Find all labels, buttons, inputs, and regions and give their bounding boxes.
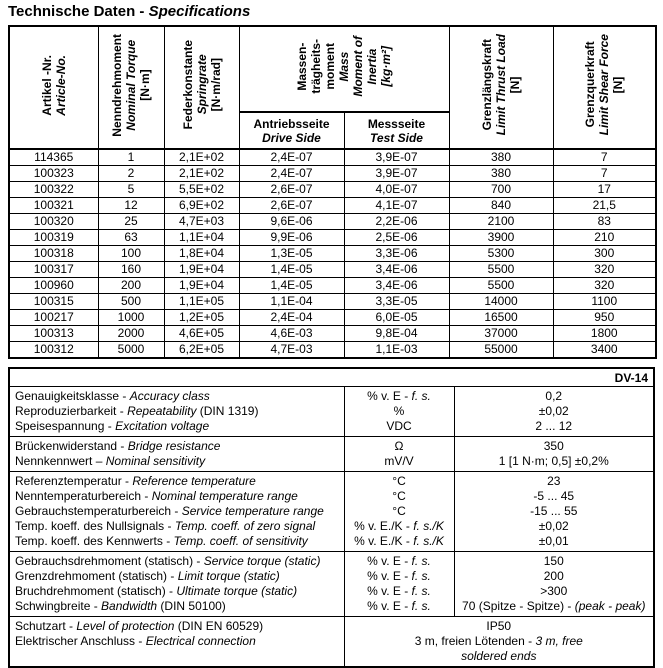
article-cell: 500 <box>98 294 164 310</box>
spec-unit: % v. E - f. s. <box>344 584 454 599</box>
article-cell: 7 <box>553 149 656 166</box>
article-cell: 9,8E-04 <box>344 326 449 342</box>
article-cell: 83 <box>553 214 656 230</box>
article-cell: 2,6E-07 <box>239 182 344 198</box>
article-cell: 320 <box>553 262 656 278</box>
spec-row <box>9 552 654 570</box>
spec-group <box>9 617 654 668</box>
spec-label: Gebrauchsdrehmoment (statisch) - Service torque (static) <box>9 552 344 570</box>
article-cell: 160 <box>98 262 164 278</box>
article-cell: 320 <box>553 278 656 294</box>
spec-value: 350 <box>543 439 564 453</box>
article-cell: 100322 <box>9 182 98 198</box>
model-badge: DV-14 <box>9 368 654 387</box>
article-cell: 4,7E+03 <box>164 214 239 230</box>
article-cell: 2,4E-07 <box>239 149 344 166</box>
article-cell: 100 <box>98 246 164 262</box>
spec-row <box>9 569 654 584</box>
spec-unit: % v. E./K - f. s./K <box>344 534 454 552</box>
header-limit-shear-force: Grenzquerkraft Limit Shear Force [N] <box>553 26 656 149</box>
article-row <box>9 262 656 278</box>
article-cell: 2100 <box>449 214 553 230</box>
article-row <box>9 310 656 326</box>
article-cell: 5,5E+02 <box>164 182 239 198</box>
spec-label: Elektrischer Anschluss - Electrical connection <box>9 634 344 667</box>
spec-row <box>9 534 654 552</box>
spec-group <box>9 472 654 552</box>
article-cell: 63 <box>98 230 164 246</box>
article-cell: 100315 <box>9 294 98 310</box>
article-cell: 100960 <box>9 278 98 294</box>
article-cell: 4,0E-07 <box>344 182 449 198</box>
article-cell: 1100 <box>553 294 656 310</box>
article-cell: 2,5E-06 <box>344 230 449 246</box>
article-cell: 2,6E-07 <box>239 198 344 214</box>
article-cell: 200 <box>98 278 164 294</box>
article-cell: 3400 <box>553 342 656 359</box>
article-cell: 840 <box>449 198 553 214</box>
header-springrate: Federkonstante Springrate [N·m/rad] <box>164 26 239 149</box>
spec-value: 70 (Spitze - Spitze) - (peak - peak) <box>462 599 646 613</box>
dv14-header <box>9 368 654 387</box>
spec-row <box>9 404 654 419</box>
spec-row <box>9 454 654 472</box>
article-cell: 300 <box>553 246 656 262</box>
spec-label: Referenztemperatur - Reference temperature <box>9 472 344 490</box>
spec-row <box>9 519 654 534</box>
article-cell: 100323 <box>9 166 98 182</box>
spec-label: Grenzdrehmoment (statisch) - Limit torque (static) <box>9 569 344 584</box>
article-cell: 3,4E-06 <box>344 262 449 278</box>
spec-value: -15 ... 55 <box>530 504 578 518</box>
spec-row <box>9 634 654 667</box>
article-row <box>9 198 656 214</box>
spec-label: Reproduzierbarkeit - Repeatability (DIN 1319) <box>9 404 344 419</box>
spec-unit: °C <box>344 489 454 504</box>
spec-row <box>9 599 654 617</box>
spec-unit: % v. E./K - f. s./K <box>344 519 454 534</box>
page-title <box>8 3 655 20</box>
article-cell: 100321 <box>9 198 98 214</box>
spec-value: 3 m, freien Lötenden - 3 m, free soldered ends <box>414 634 583 663</box>
article-cell: 3,3E-05 <box>344 294 449 310</box>
article-cell: 1,1E-03 <box>344 342 449 359</box>
article-cell: 5000 <box>98 342 164 359</box>
spec-label: Nennkennwert – Nominal sensitivity <box>9 454 344 472</box>
spec-label: Speisespannung - Excitation voltage <box>9 419 344 437</box>
article-cell: 100317 <box>9 262 98 278</box>
article-specs-header <box>9 26 656 149</box>
article-row <box>9 342 656 359</box>
article-row <box>9 278 656 294</box>
spec-label: Temp. koeff. des Nullsignals - Temp. coeff. of zero signal <box>9 519 344 534</box>
article-row <box>9 214 656 230</box>
spec-label: Gebrauchstemperaturbereich - Service temperature range <box>9 504 344 519</box>
article-cell: 5500 <box>449 278 553 294</box>
article-cell: 7 <box>553 166 656 182</box>
spec-group <box>9 437 654 472</box>
spec-group <box>9 552 654 617</box>
article-cell: 2000 <box>98 326 164 342</box>
article-cell: 100319 <box>9 230 98 246</box>
spec-label: Brückenwiderstand - Bridge resistance <box>9 437 344 455</box>
spec-label: Temp. koeff. des Kennwerts - Temp. coeff. of sensitivity <box>9 534 344 552</box>
spec-unit: mV/V <box>344 454 454 472</box>
spec-unit: % v. E - f. s. <box>344 552 454 570</box>
article-cell: 6,9E+02 <box>164 198 239 214</box>
article-cell: 4,7E-03 <box>239 342 344 359</box>
spec-value: 23 <box>547 474 561 488</box>
spec-label: Nenntemperaturbereich - Nominal temperature range <box>9 489 344 504</box>
header-article-no: Artikel -Nr. Article-No. <box>9 26 98 149</box>
spec-row <box>9 617 654 635</box>
article-cell: 5 <box>98 182 164 198</box>
article-cell: 1,1E+05 <box>164 294 239 310</box>
article-cell: 1,3E-05 <box>239 246 344 262</box>
spec-row <box>9 437 654 455</box>
header-limit-thrust-load: Grenzlängskraft Limit Thrust Load [N] <box>449 26 553 149</box>
article-cell: 5300 <box>449 246 553 262</box>
article-cell: 25 <box>98 214 164 230</box>
article-cell: 1,1E-04 <box>239 294 344 310</box>
article-row <box>9 230 656 246</box>
page-title-de: Technische Daten - <box>8 3 149 20</box>
spec-unit: °C <box>344 504 454 519</box>
article-cell: 1,4E-05 <box>239 262 344 278</box>
subheader-test-side: Messseite Test Side <box>344 112 449 149</box>
article-cell: 700 <box>449 182 553 198</box>
article-cell: 1,8E+04 <box>164 246 239 262</box>
article-cell: 100320 <box>9 214 98 230</box>
spec-value: 150 <box>543 554 564 568</box>
subheader-drive-side: Antriebsseite Drive Side <box>239 112 344 149</box>
page-title-en: Specifications <box>148 3 251 20</box>
article-cell: 1800 <box>553 326 656 342</box>
spec-value: 1 [1 N·m; 0,5] ±0,2% <box>498 454 609 468</box>
article-cell: 5500 <box>449 262 553 278</box>
article-cell: 2 <box>98 166 164 182</box>
article-row <box>9 326 656 342</box>
article-cell: 114365 <box>9 149 98 166</box>
spec-label: Genauigkeitsklasse - Accuracy class <box>9 387 344 405</box>
spec-value: >300 <box>540 584 568 598</box>
article-cell: 1,4E-05 <box>239 278 344 294</box>
article-cell: 2,1E+02 <box>164 166 239 182</box>
spec-row <box>9 504 654 519</box>
article-cell: 2,1E+02 <box>164 149 239 166</box>
article-cell: 380 <box>449 149 553 166</box>
spec-row <box>9 489 654 504</box>
spec-value: 200 <box>543 569 564 583</box>
article-cell: 4,1E-07 <box>344 198 449 214</box>
article-row <box>9 294 656 310</box>
article-cell: 3900 <box>449 230 553 246</box>
article-cell: 17 <box>553 182 656 198</box>
article-cell: 4,6E+05 <box>164 326 239 342</box>
header-nominal-torque: Nenndrehmoment Nominal Torque [N·m] <box>98 26 164 149</box>
article-cell: 100313 <box>9 326 98 342</box>
article-row <box>9 149 656 166</box>
article-cell: 6,0E-05 <box>344 310 449 326</box>
article-cell: 210 <box>553 230 656 246</box>
article-cell: 1000 <box>98 310 164 326</box>
spec-label: Schutzart - Level of protection (DIN EN 60529) <box>9 617 344 635</box>
article-cell: 100217 <box>9 310 98 326</box>
article-cell: 37000 <box>449 326 553 342</box>
spec-unit: % v. E - f. s. <box>344 387 454 405</box>
article-cell: 3,4E-06 <box>344 278 449 294</box>
spec-group <box>9 387 654 437</box>
spec-unit: VDC <box>344 419 454 437</box>
article-cell: 3,9E-07 <box>344 149 449 166</box>
spec-value: ±0,01 <box>538 534 569 548</box>
spec-value: -5 ... 45 <box>533 489 575 503</box>
article-cell: 1,1E+04 <box>164 230 239 246</box>
article-cell: 380 <box>449 166 553 182</box>
article-cell: 950 <box>553 310 656 326</box>
spec-unit: % <box>344 404 454 419</box>
dv14-spec-table <box>8 367 655 668</box>
article-cell: 9,6E-06 <box>239 214 344 230</box>
article-cell: 2,4E-07 <box>239 166 344 182</box>
article-cell: 100312 <box>9 342 98 359</box>
article-cell: 55000 <box>449 342 553 359</box>
article-cell: 2,2E-06 <box>344 214 449 230</box>
article-row <box>9 246 656 262</box>
article-cell: 12 <box>98 198 164 214</box>
header-mass-moment-of-inertia: Massen- trägheits- moment Mass Moment of Inertia [kg·m²] <box>239 26 449 112</box>
article-cell: 9,9E-06 <box>239 230 344 246</box>
spec-value: ±0,02 <box>538 519 569 533</box>
article-row <box>9 166 656 182</box>
spec-row <box>9 387 654 405</box>
article-row <box>9 182 656 198</box>
article-cell: 21,5 <box>553 198 656 214</box>
spec-row <box>9 472 654 490</box>
article-cell: 3,9E-07 <box>344 166 449 182</box>
article-cell: 1,2E+05 <box>164 310 239 326</box>
article-cell: 2,4E-04 <box>239 310 344 326</box>
article-specs-table <box>8 25 657 359</box>
spec-value: ±0,02 <box>538 404 569 418</box>
spec-unit: Ω <box>344 437 454 455</box>
spec-unit: °C <box>344 472 454 490</box>
spec-value: IP50 <box>486 619 512 633</box>
spec-label: Bruchdrehmoment (statisch) - Ultimate torque (static) <box>9 584 344 599</box>
article-cell: 14000 <box>449 294 553 310</box>
spec-label: Schwingbreite - Bandwidth (DIN 50100) <box>9 599 344 617</box>
spec-unit: % v. E - f. s. <box>344 569 454 584</box>
article-cell: 6,2E+05 <box>164 342 239 359</box>
article-cell: 3,3E-06 <box>344 246 449 262</box>
spec-row <box>9 584 654 599</box>
article-cell: 4,6E-03 <box>239 326 344 342</box>
article-cell: 1,9E+04 <box>164 262 239 278</box>
article-specs-body <box>9 149 656 358</box>
article-cell: 16500 <box>449 310 553 326</box>
article-cell: 1 <box>98 149 164 166</box>
spec-value: 2 ... 12 <box>535 419 573 433</box>
article-cell: 1,9E+04 <box>164 278 239 294</box>
spec-row <box>9 419 654 437</box>
spec-unit: % v. E - f. s. <box>344 599 454 617</box>
spec-value: 0,2 <box>545 389 563 403</box>
article-cell: 100318 <box>9 246 98 262</box>
